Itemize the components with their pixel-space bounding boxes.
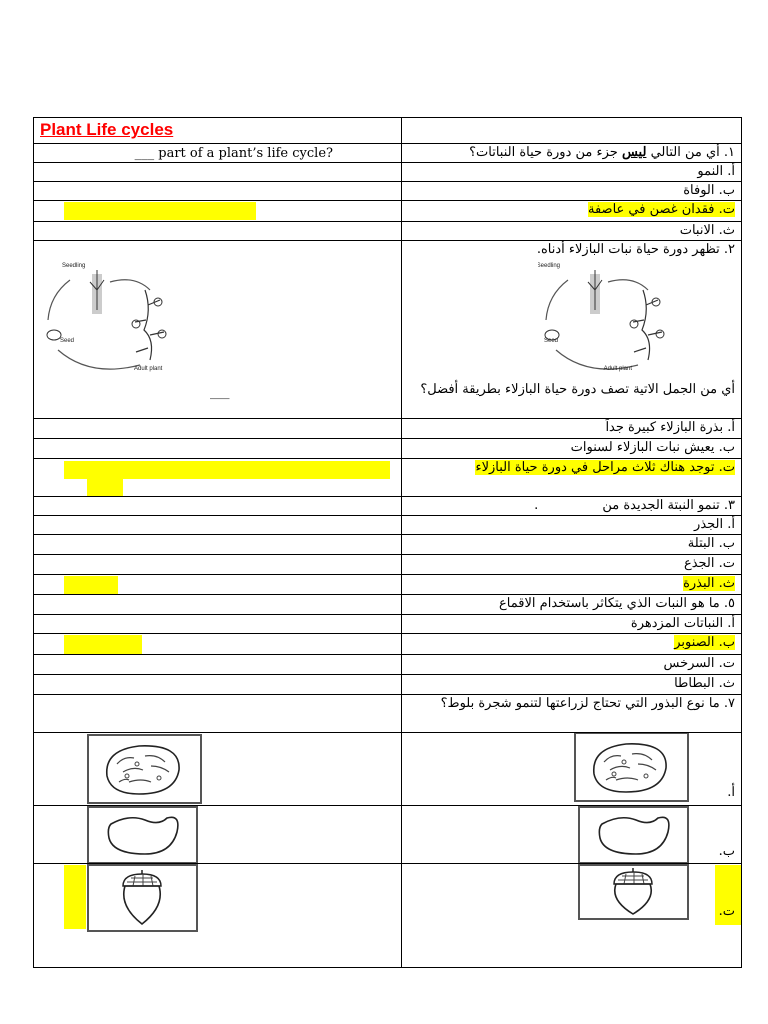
answer-highlight [64,202,256,220]
q7-stem: ٧. ما نوع البذور التي تحتاج لزراعتها لتنمو شجرة بلوط؟ [440,696,735,711]
q2-right-cell [402,241,742,419]
option-cell [402,163,742,182]
q1-question [402,144,741,160]
q2-option-row [34,459,742,497]
q3-option-c[interactable]: ت. الجذع [683,556,735,571]
q1-option-a[interactable]: أ. النمو [697,164,735,179]
header-row [34,118,742,144]
answer-cell [34,439,402,459]
seed-image-cell [34,864,402,968]
q5-option-d[interactable]: ث. البطاطا [674,676,735,691]
almond-seed-image [574,733,689,803]
worksheet-table [33,117,742,968]
q3-option-row [34,516,742,535]
q1-question-post: جزء من دورة حياة النباتات؟ [469,145,618,160]
q3-row [34,497,742,516]
option-cell [402,201,742,222]
q1-question-pre: ١. أي من التالي [650,145,735,160]
pea-life-cycle-diagram [538,260,686,378]
answer-cell [34,182,402,201]
q3-stem-line [402,497,741,513]
q5-option-b[interactable] [402,634,741,650]
answer-cell [34,163,402,182]
answer-cell [34,655,402,675]
q2-option-b[interactable]: ب. يعيش نبات البازلاء لسنوات [570,440,735,455]
answer-cell [34,535,402,555]
q1-option-b[interactable]: ب. الوفاة [683,183,735,198]
q1-english-question: part of a plant’s life cycle? [158,146,333,161]
q2-left-cell [34,241,402,419]
q1-arabic-cell [402,144,742,163]
q3-stem: ٣. تنمو النبتة الجديدة من [602,498,735,513]
q3-dot: . [534,498,539,513]
answer-cell [34,595,402,615]
option-cell [402,675,742,695]
header-right-cell [402,118,742,144]
q7-option-row [34,864,742,968]
q1-option-c-text: ت. فقدان غصن في عاصفة [588,202,735,217]
answer-cell [34,634,402,655]
answer-highlight [64,576,118,594]
q5-option-row [34,615,742,634]
q3-option-a[interactable]: أ. الجذر [694,517,735,532]
diagram-label-seed: Seed [60,338,75,344]
answer-cell [34,695,402,733]
q2-option-c[interactable] [402,459,741,475]
q1-option-d[interactable]: ث. الانبات [679,223,735,238]
answer-highlight [87,479,123,496]
answer-cell [34,419,402,439]
acorn-seed-image [87,864,198,932]
q7-option-row [34,806,742,864]
answer-cell [34,615,402,634]
option-cell [402,182,742,201]
answer-highlight [64,461,390,479]
q5-row [34,595,742,615]
option-cell [402,439,742,459]
option-cell [402,535,742,555]
q1-option-row [34,163,742,182]
q1-english-cell [34,144,402,163]
q2-stem: ٢. تظهر دورة حياة نبات البازلاء أدناه. [536,242,735,257]
diagram-label-seedling: Seedling [62,263,86,269]
q7-option-cell [402,733,742,806]
answer-cell [34,516,402,535]
answer-cell [34,555,402,575]
q3-option-d[interactable] [402,575,741,591]
q5-option-c[interactable]: ت. السرخس [663,656,735,671]
q1-option-c[interactable] [402,201,741,217]
q1-option-row [34,182,742,201]
q7-option-row [34,733,742,806]
q2-option-row [34,439,742,459]
q7-option-c-text: ت. [718,904,735,919]
q1-option-row [34,222,742,241]
answer-cell [34,222,402,241]
answer-cell [34,675,402,695]
q3-option-b[interactable]: ب. البتلة [687,536,735,551]
q7-option-b[interactable]: ب. [718,844,735,859]
bean-seed-image [578,806,689,864]
answer-highlight [64,635,142,654]
answer-cell [34,459,402,497]
q2-option-row [34,419,742,439]
q5-option-row [34,675,742,695]
q7-row [34,695,742,733]
option-cell [402,655,742,675]
q7-cell [402,695,742,733]
answer-cell [34,201,402,222]
acorn-seed-image [578,864,689,920]
option-cell [402,419,742,439]
q5-cell [402,595,742,615]
q3-option-d-text: ث. البذرة [683,576,735,591]
seed-image-cell [34,806,402,864]
almond-seed-image [87,734,202,804]
q7-option-a[interactable]: أ. [727,785,735,800]
diagram-label-seedling: Seedling [538,263,560,269]
option-cell [402,459,742,497]
q1-english-blank: ___ [134,146,155,161]
q2-option-a[interactable]: أ. بذرة البازلاء كبيرة جداً [605,420,735,435]
q1-option-row [34,201,742,222]
worksheet-title: Plant Life cycles [40,120,174,139]
option-cell [402,634,742,655]
q2-option-c-text: ت. توجد هناك ثلاث مراحل في دورة حياة البازلاء [475,460,735,475]
option-cell [402,222,742,241]
q5-option-row [34,634,742,655]
title-cell [34,118,402,144]
q7-option-cell [402,864,742,968]
q1-row [34,144,742,163]
answer-cell [34,575,402,595]
option-cell [402,615,742,634]
q1-question-emphasis: ليس [621,145,647,160]
q5-stem: ٥. ما هو النبات الذي يتكاثر باستخدام الاقماع [499,596,735,611]
q5-option-a[interactable]: أ. النباتات المزدهرة [630,616,735,631]
q3-cell [402,497,742,516]
answer-highlight [64,865,86,929]
q2-left-blank: ___ [210,385,230,400]
answer-cell [34,497,402,516]
seed-image-cell [34,733,402,806]
q1-english-text [135,146,333,161]
diagram-label-adult: Adult plant [134,366,163,372]
option-cell [402,575,742,595]
diagram-label-seed: Seed [543,338,558,344]
pea-life-cycle-diagram [40,260,188,378]
q3-option-row [34,535,742,555]
q2-question: أي من الجمل الاتية تصف دورة حياة البازلاء بطريقة أفضل؟ [420,382,735,397]
q2-row [34,241,742,419]
diagram-label-adult: Adult plant [603,366,632,372]
option-cell [402,555,742,575]
q7-option-cell [402,806,742,864]
q5-option-b-text: ب. الصنوبر [674,635,735,650]
bean-seed-image [87,806,198,864]
q3-option-row [34,555,742,575]
q7-option-c[interactable] [719,904,735,919]
option-cell [402,516,742,535]
q5-option-row [34,655,742,675]
q3-option-row [34,575,742,595]
